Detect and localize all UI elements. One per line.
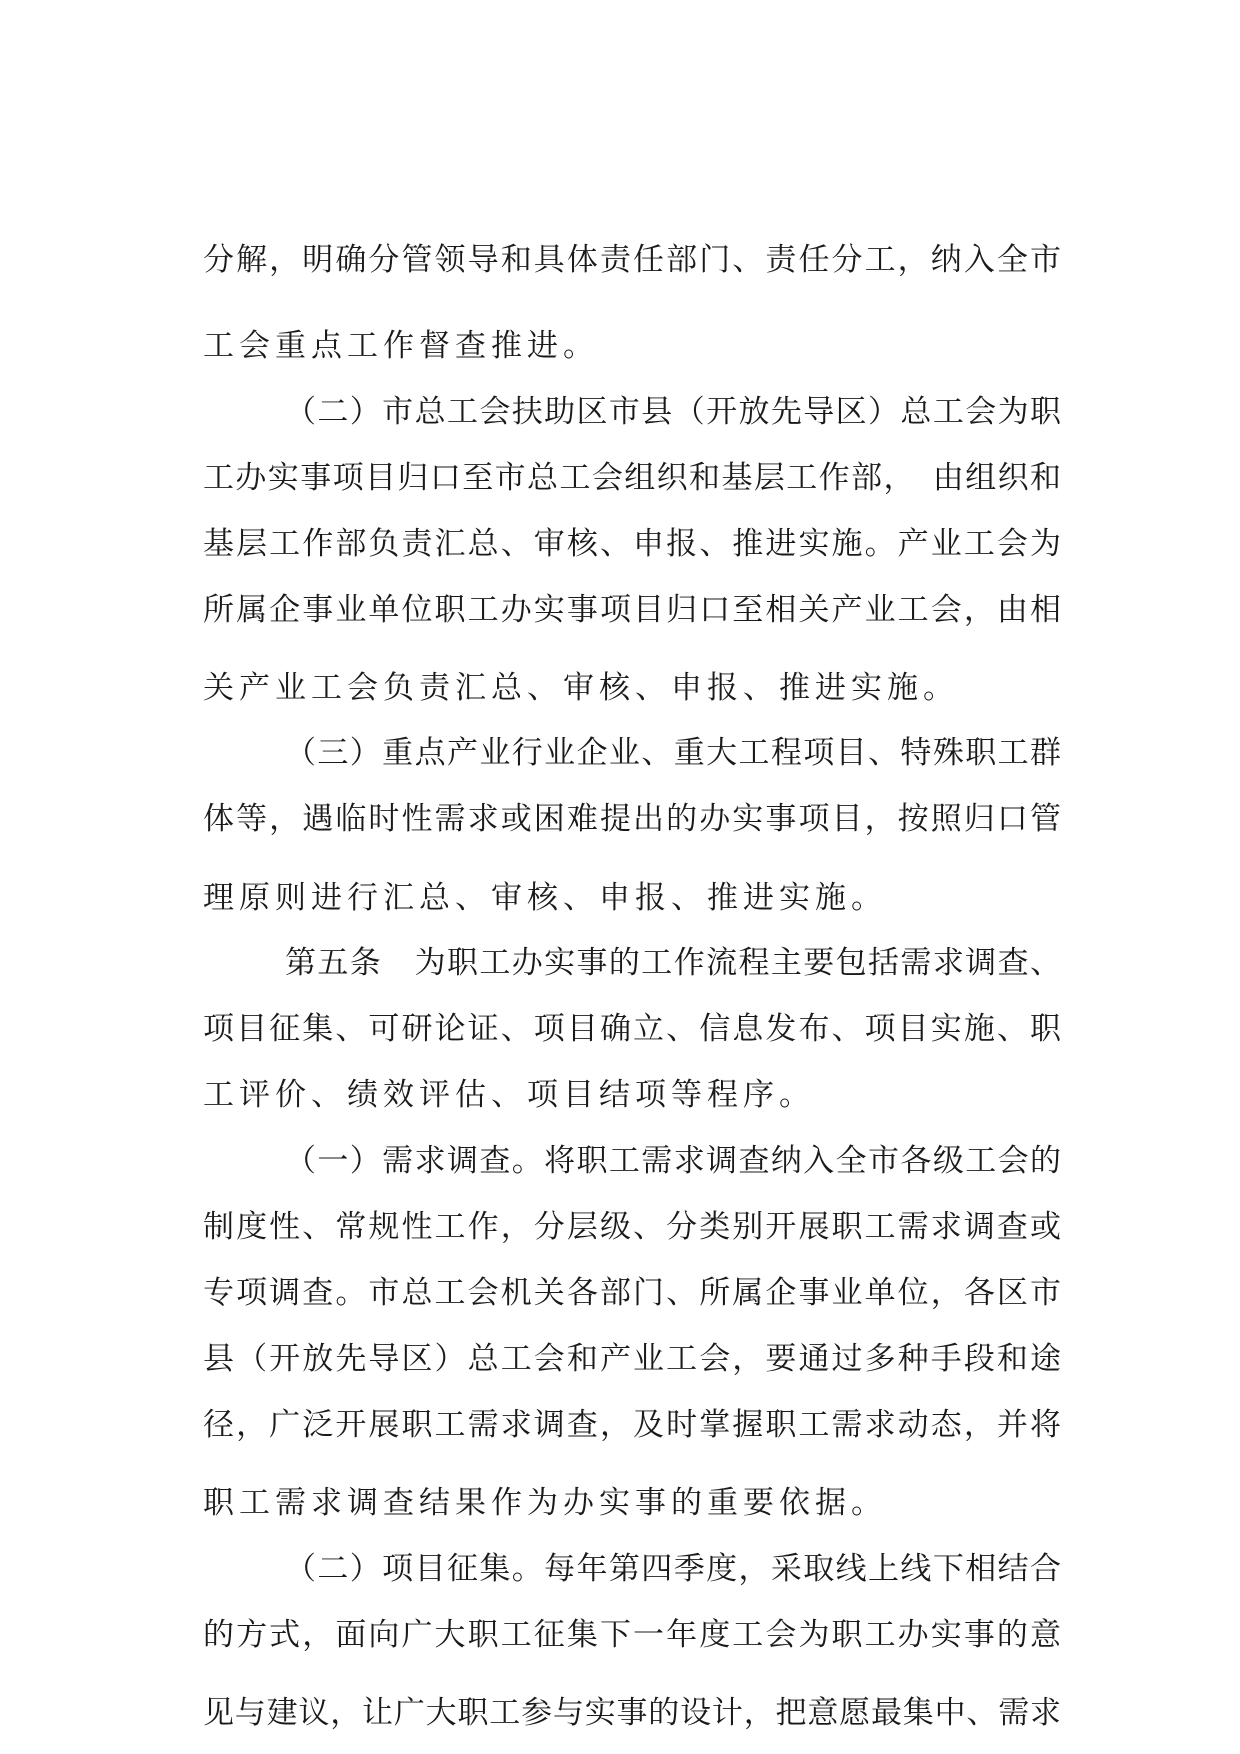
text-line: （二）项目征集。每年第四季度，采取线上线下相结合 (285, 1551, 1061, 1587)
text-line: 工评价、绩效评估、项目结项等程序。 (203, 1077, 815, 1113)
text-line: 分解，明确分管领导和具体责任部门、责任分工，纳入全市 (203, 242, 1061, 278)
text-line: 制度性、常规性工作，分层级、分类别开展职工需求调查或 (203, 1209, 1061, 1245)
text-line: 专项调查。市总工会机关各部门、所属企事业单位，各区市 (203, 1275, 1061, 1311)
text-line: 所属企事业单位职工办实事项目归口至相关产业工会，由相 (203, 592, 1061, 628)
text-line: （二）市总工会扶助区市县（开放先导区）总工会为职 (285, 394, 1061, 430)
text-line: 工会重点工作督查推进。 (203, 328, 599, 364)
text-line: 县（开放先导区）总工会和产业工会，要通过多种手段和途 (203, 1341, 1061, 1377)
text-line: 理原则进行汇总、审核、申报、推进实施。 (203, 880, 887, 916)
text-line: 工办实事项目归口至市总工会组织和基层工作部， 由组织和 (203, 460, 1061, 496)
text-line: 关产业工会负责汇总、审核、申报、推进实施。 (203, 670, 959, 706)
text-line: （三）重点产业行业企业、重大工程项目、特殊职工群 (285, 735, 1061, 771)
text-line: 体等，遇临时性需求或困难提出的办实事项目，按照归口管 (203, 801, 1061, 837)
text-line: 项目征集、可研论证、项目确立、信息发布、项目实施、职 (203, 1011, 1061, 1047)
text-line: （一）需求调查。将职工需求调查纳入全市各级工会的 (285, 1143, 1061, 1179)
text-line: 职工需求调查结果作为办实事的重要依据。 (203, 1485, 887, 1521)
text-line: 第五条 为职工办实事的工作流程主要包括需求调查、 (285, 945, 1061, 981)
text-line: 径，广泛开展职工需求调查，及时掌握职工需求动态，并将 (203, 1407, 1061, 1443)
text-line: 基层工作部负责汇总、审核、申报、推进实施。产业工会为 (203, 526, 1061, 562)
text-line: 见与建议，让广大职工参与实事的设计，把意愿最集中、需求 (203, 1695, 1061, 1731)
text-line: 的方式，面向广大职工征集下一年度工会为职工办实事的意 (203, 1617, 1061, 1653)
